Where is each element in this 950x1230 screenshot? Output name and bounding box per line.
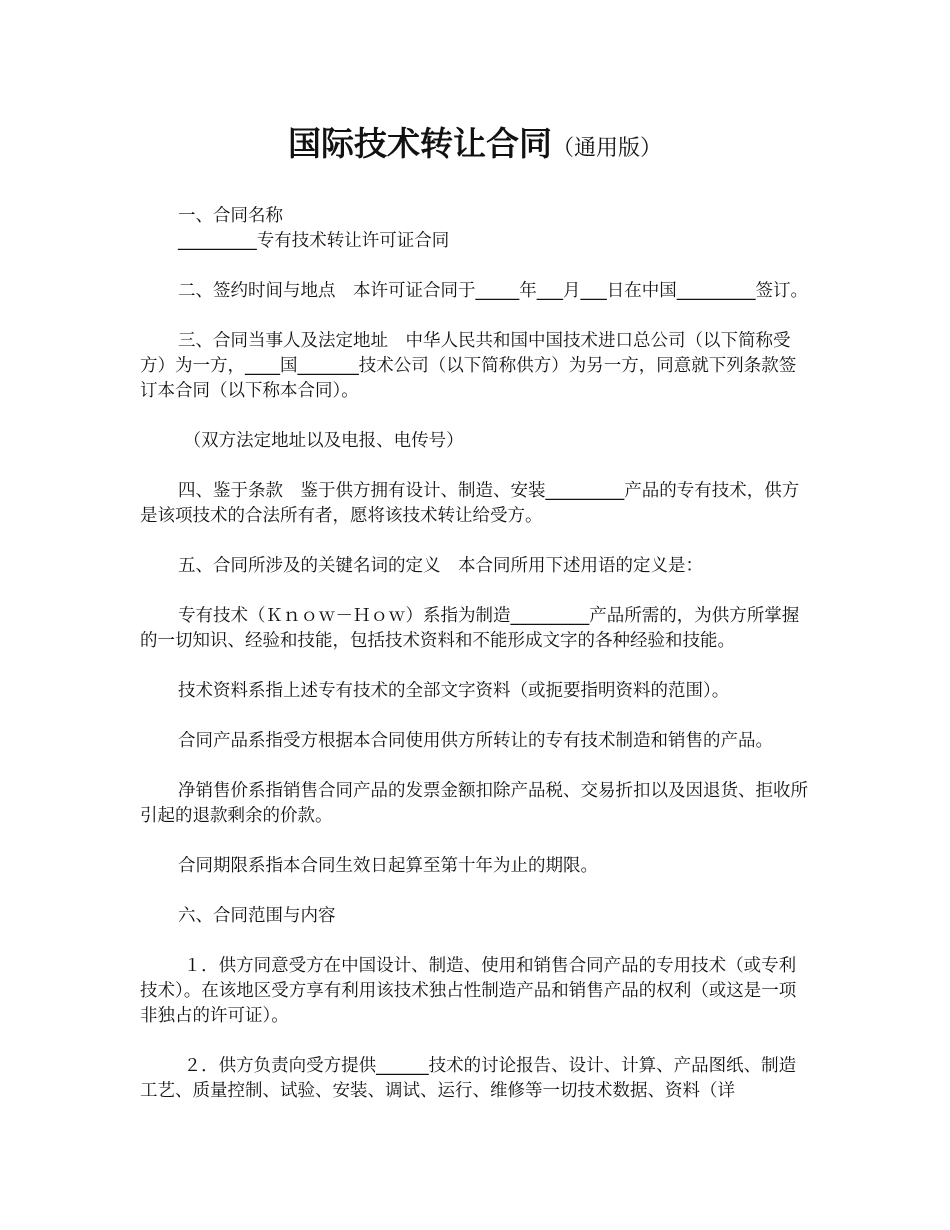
definition-technical-data: 技术资料系指上述专有技术的全部文字资料（或扼要指明资料的范围）。 [178,681,730,701]
clause-6-1: １．供方同意受方在中国设计、制造、使用和销售合同产品的专用技术（或专利技术）。在该地区受方享有利用该技术独占性制造产品和销售产品的权利（或这是一项非独占的许可证）。 [140,956,797,1026]
section-5-paragraph: 五、合同所涉及的关键名词的定义 本合同所用下述用语的定义是： [178,556,703,576]
definition-know-how: 专有技术（Ｋｎｏｗ－Ｈｏｗ）系指为制造_________产品所需的，为供方所掌握的一切知识、经验和技能，包括技术资料和不能形成文字的各种经验和技能。 [140,606,800,651]
section-heading-1: 一、合同名称 [178,206,283,226]
document-body [140,204,812,1129]
contract-name-line: _________专有技术转让许可证合同 [178,231,450,251]
definition-contract-product: 合同产品系指受方根据本合同使用供方所转让的专有技术制造和销售的产品。 [178,731,773,751]
definition-contract-term: 合同期限系指本合同生效日起算至第十年为止的期限。 [178,856,598,876]
address-note: （双方法定地址以及电报、电传号） [178,431,464,451]
section-3-paragraph: 三、合同当事人及法定地址 中华人民共和国中国技术进口总公司（以下简称受方）为一方，____国_______技术公司（以下简称供方）为另一方，同意就下列条款签订本合同（以下称本合同）。 [140,331,797,401]
section-4-paragraph: 四、鉴于条款 鉴于供方拥有设计、制造、安装_________产品的专有技术，供方是该项技术的合法所有者，愿将该技术转让给受方。 [140,481,800,526]
clause-6-2: ２．供方负责向受方提供______技术的讨论报告、设计、计算、产品图纸、制造工艺、质量控制、试验、安装、调试、运行、维修等一切技术数据、资料（详 [140,1056,797,1101]
document-title [0,118,950,165]
definition-net-sales-price: 净销售价系指销售合同产品的发票金额扣除产品税、交易折扣以及因退货、拒收所引起的退款剩余的价款。 [140,781,808,826]
title-main: 国际技术转让合同 [287,124,552,163]
section-6-heading: 六、合同范围与内容 [178,906,336,926]
section-2-paragraph: 二、签约时间与地点 本许可证合同于_____年___月___日在中国_________签订。 [178,281,808,301]
title-suffix: （通用版） [551,136,662,161]
